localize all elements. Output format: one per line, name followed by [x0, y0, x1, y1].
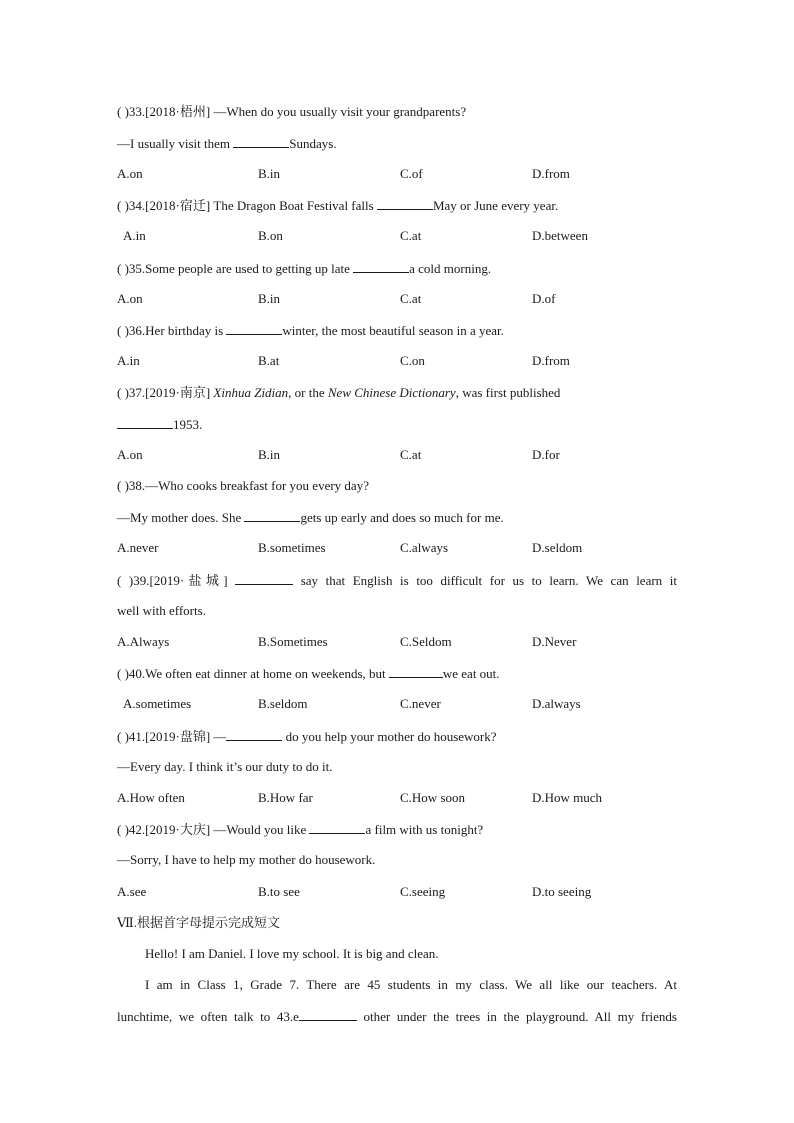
q35-option-b[interactable]: B.in: [258, 291, 281, 306]
q34-stem: ( )34.[2018·宿迁] The Dragon Boat Festival falls May or June every year.: [117, 198, 559, 213]
q33-option-c[interactable]: C.of: [400, 166, 423, 181]
q36-option-c[interactable]: C.on: [400, 353, 425, 368]
q41-line2: —Every day. I think it’s our duty to do it.: [117, 759, 333, 774]
q36-option-d[interactable]: D.from: [532, 353, 570, 368]
q41-option-d[interactable]: D.How much: [532, 790, 603, 805]
q37-stem: ( )37.[2019·南京] Xinhua Zidian, or the New Chinese Dictionary, was first published: [117, 385, 561, 400]
dictionary-name-english: New Chinese Dictionary: [327, 385, 456, 400]
q40-option-d[interactable]: D.always: [532, 696, 581, 711]
q35-option-a[interactable]: A.on: [117, 291, 143, 306]
q34-option-c[interactable]: C.at: [400, 228, 422, 243]
answer-blank[interactable]: [244, 509, 300, 522]
q39-option-d[interactable]: D.Never: [532, 634, 577, 649]
q38-stem: ( )38.—Who cooks breakfast for you every day?: [117, 478, 369, 493]
answer-blank[interactable]: [226, 728, 282, 741]
q38-option-a[interactable]: A.never: [117, 540, 159, 555]
passage-paragraph-1: Hello! I am Daniel. I love my school. It is big and clean.: [145, 946, 439, 961]
q41-option-b[interactable]: B.How far: [258, 790, 313, 805]
answer-blank-43[interactable]: [299, 1008, 357, 1021]
q41-option-c[interactable]: C.How soon: [400, 790, 466, 805]
q42-option-b[interactable]: B.to see: [258, 884, 300, 899]
q35-option-c[interactable]: C.at: [400, 291, 422, 306]
q33-option-b[interactable]: B.in: [258, 166, 281, 181]
q42-line2: —Sorry, I have to help my mother do housework.: [117, 852, 376, 867]
q37-option-d[interactable]: D.for: [532, 447, 560, 462]
answer-blank[interactable]: [226, 322, 282, 335]
q42-stem: ( )42.[2019·大庆] —Would you like a film with us tonight?: [117, 822, 484, 837]
q39-option-c[interactable]: C.Seldom: [400, 634, 452, 649]
q41-option-a[interactable]: A.How often: [117, 790, 185, 805]
q35-stem: ( )35.Some people are used to getting up late a cold morning.: [117, 261, 492, 276]
answer-blank[interactable]: [233, 135, 289, 148]
q42-option-c[interactable]: C.seeing: [400, 884, 446, 899]
q38-option-c[interactable]: C.always: [400, 540, 449, 555]
q39-stem: ( )39.[2019·盐城] say that English is too difficult for us to learn. We can learn it: [117, 573, 677, 588]
q37-option-b[interactable]: B.in: [258, 447, 281, 462]
section-heading: Ⅶ.根据首字母提示完成短文: [117, 915, 281, 930]
dictionary-name-pinyin: Xinhua Zidian: [213, 385, 289, 400]
q36-option-b[interactable]: B.at: [258, 353, 280, 368]
q33-option-a[interactable]: A.on: [117, 166, 143, 181]
passage-paragraph-2-line-2: lunchtime, we often talk to 43.e other under the trees in the playground. All my friends: [117, 1009, 677, 1024]
answer-blank[interactable]: [235, 572, 293, 585]
q42-option-a[interactable]: A.see: [117, 884, 147, 899]
q40-option-a[interactable]: A.sometimes: [123, 696, 192, 711]
q35-option-d[interactable]: D.of: [532, 291, 556, 306]
q33-line2: —I usually visit them Sundays.: [117, 136, 337, 151]
answer-blank[interactable]: [309, 821, 365, 834]
q39-option-a[interactable]: A.Always: [117, 634, 170, 649]
q36-stem: ( )36.Her birthday is winter, the most beautiful season in a year.: [117, 323, 504, 338]
q42-option-d[interactable]: D.to seeing: [532, 884, 592, 899]
q33-stem: ( )33.[2018·梧州] —When do you usually visit your grandparents?: [117, 104, 467, 119]
q34-option-d[interactable]: D.between: [532, 228, 588, 243]
q38-line2: —My mother does. She gets up early and does so much for me.: [117, 510, 504, 525]
q38-option-b[interactable]: B.sometimes: [258, 540, 326, 555]
q40-option-b[interactable]: B.seldom: [258, 696, 308, 711]
answer-blank[interactable]: [117, 416, 173, 429]
q33-option-d[interactable]: D.from: [532, 166, 570, 181]
passage-paragraph-2-line-1: I am in Class 1, Grade 7. There are 45 students in my class. We all like our teachers. At: [145, 977, 677, 992]
q34-option-a[interactable]: A.in: [123, 228, 146, 243]
q38-option-d[interactable]: D.seldom: [532, 540, 583, 555]
q34-option-b[interactable]: B.on: [258, 228, 283, 243]
answer-blank[interactable]: [389, 665, 443, 678]
q36-option-a[interactable]: A.in: [117, 353, 140, 368]
q37-option-c[interactable]: C.at: [400, 447, 422, 462]
q40-stem: ( )40.We often eat dinner at home on weekends, but we eat out.: [117, 666, 500, 681]
answer-blank[interactable]: [353, 260, 409, 273]
q41-stem: ( )41.[2019·盘锦] — do you help your mother do housework?: [117, 729, 497, 744]
q37-option-a[interactable]: A.on: [117, 447, 143, 462]
q40-option-c[interactable]: C.never: [400, 696, 441, 711]
q37-line2: 1953.: [117, 416, 202, 433]
q39-option-b[interactable]: B.Sometimes: [258, 634, 328, 649]
answer-blank[interactable]: [377, 197, 433, 210]
q39-line2: well with efforts.: [117, 603, 206, 618]
